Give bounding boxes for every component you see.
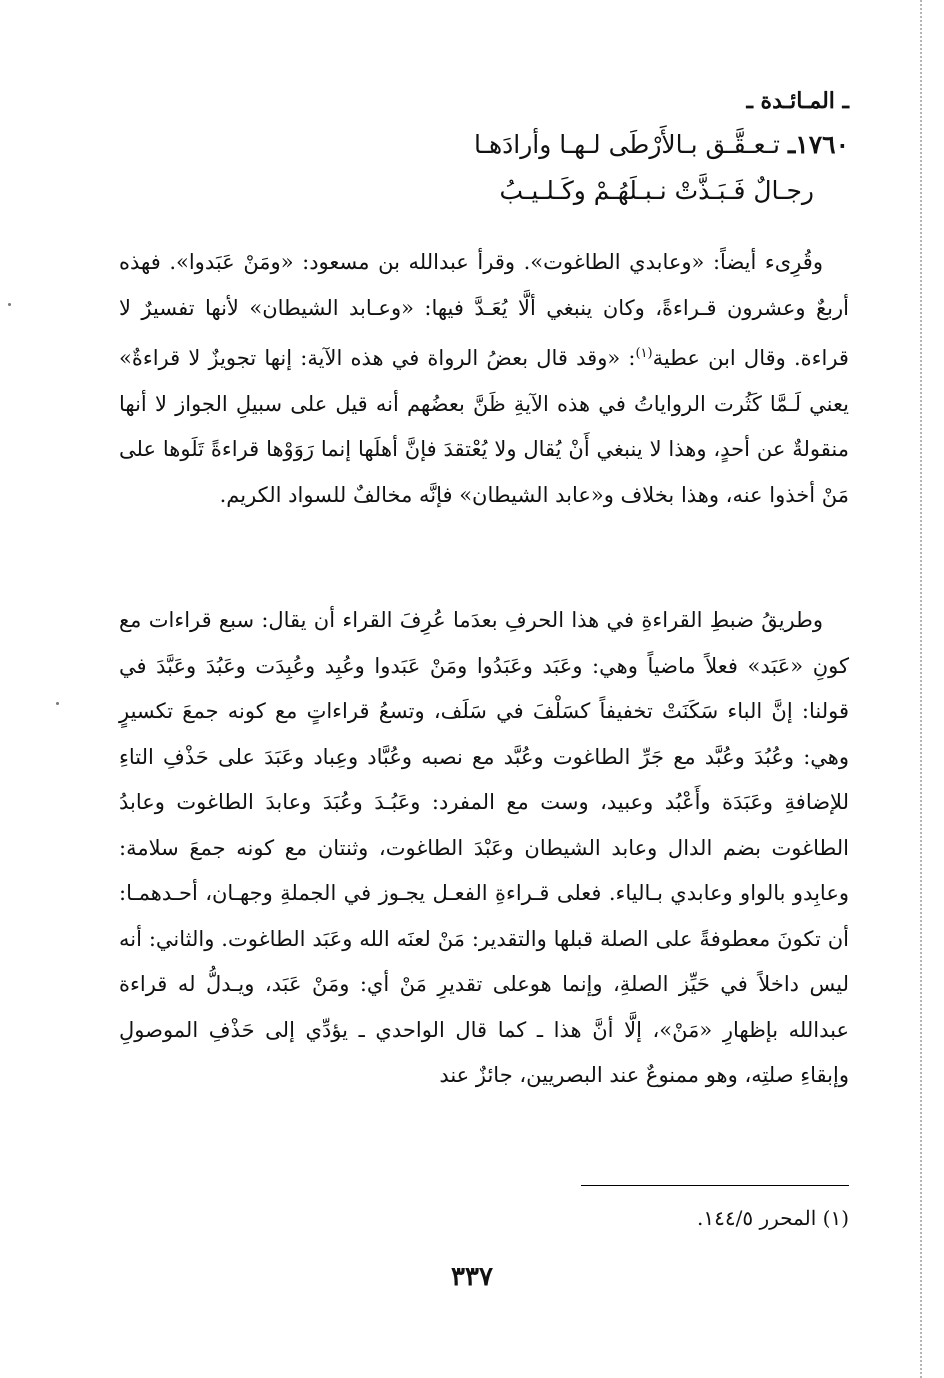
paragraph-2-text: وطريقُ ضبطِ القراءةِ في هذا الحرفِ بعدَما عُرِفَ القراء أن يقال: سبع قراءات مع كونِ «عَبَد» فعلاً ماضياً وهي: وعَبَد وعَبَدُوا ومَنْ عَبَدوا وعُبِد وعُبِدَت وعَبُدَ وعَبَّدَ في قولنا: إنَّ الباء سَكَنَتْ تخفيفاً كسَلْفَ في سَلَف، وتسعُ قراءاتٍ مع كونه جمعَ تكسيرٍ وهي: وعُبُدَ وعُبَّد مع جَرِّ الطاغوت وعُبَّد مع نصبه وعُبَّاد وعِباد وعَبَدَ على حَذْفِ التاءِ للإضافةِ وعَبَدَة وأَعْبُد وعبيد، وست مع المفرد: وعَبُـدَ وعُبَدَ وعابدَ الطاغوت وعابدُ الطاغوت بضم الدال وعابد الشيطان وعَبْدَ الطاغوت، وثنتان مع كونه جمعَ سلامة: وعابِدو بالواو وعابدي بـالياء. فعلى قـراءةِ الفعـل يجـوز في الجملةِ وجهـان، أحـدهمـا: أن تكونَ معطوفةً على الصلة قبلها والتقدير: مَنْ لعنَه الله وعَبَد الطاغوت. والثاني: أنه ليس داخلاً في حَيِّز الصلةِ، وإنما هوعلى تقديرِ مَنْ أي: ومَنْ عَبَد، ويـدلُّ له قراءة عبدالله بإظهارِ «مَنْ»، إلَّا أنَّ هذا ـ كما قال الواحدي ـ يؤدِّي إلى حَذْفِ الموصولِ وإبقاءِ صلتِه، وهو ممنوعٌ عند البصريين، جائزٌ عند xyxy=(119,608,849,1087)
paragraph-line: بخلاف و«عابد الشيطان» فإنَّه مخالفٌ للسواد الكريم. xyxy=(219,482,675,507)
poem-line-1 xyxy=(100,130,849,159)
paragraph-line: الشيطان» لأنها تفسيرٌ لا قراءة. وقال ابن عطية xyxy=(119,295,849,370)
paragraph-1 xyxy=(119,240,849,518)
scan-speck xyxy=(8,303,11,306)
poem-line-1-text: تـعـقَّـق بـالأَرْطَى لـهـا وأرادَهـا xyxy=(474,130,780,159)
page-number: ٣٣٧ xyxy=(451,1262,493,1292)
paragraph-line: بعضُهم أنه قيل على سبيلِ الجواز لا أنها منقولةٌ عن أحدٍ، وهذا لا ينبغي أَنْ xyxy=(119,391,849,461)
poem-line-2: رجـالٌ فَـبَـذَّتْ نـبـلَهُـمْ وكَـلـيـبُ xyxy=(499,176,814,205)
footnote: (١) المحرر ١٤٤/٥. xyxy=(697,1206,849,1230)
paragraph-line: وقُرِىء أيضاً: «وعابدي الطاغوت». وقرأ عبدالله بن مسعود: «ومَنْ xyxy=(243,250,823,274)
paragraph-line: : «وقد قال بعضُ الرواة في xyxy=(391,346,636,370)
paragraph-line: عَبَدوا». فهذه أربعٌ وعشرون قـراءةً، وكان ينبغي ألَّا يُعَـدَّ فيها: «وعـابد xyxy=(119,250,849,320)
footnote-marker: (١) xyxy=(635,346,653,361)
poem-number: ١٧٦٠ـ xyxy=(787,130,849,159)
page-edge-dots xyxy=(920,0,922,1378)
footnote-separator xyxy=(581,1185,849,1186)
paragraph-line: هذه الآية: إنها تجويزٌ لا قراءةٌ» يعني لَـمَّا كَثُرت الرواياتُ في هذه الآيةِ ظَنَّ xyxy=(119,346,849,416)
running-header: ـ المـائـدة ـ xyxy=(746,88,849,114)
paragraph-line: يُقال ولا يُعْتقدَ فإنَّ أهلَها إنما رَوَوْها قراءةً تَلَوها على مَنْ أخذوا عنه، وهذا xyxy=(119,437,849,507)
paragraph-2 xyxy=(119,598,849,1099)
scan-speck xyxy=(56,702,59,705)
